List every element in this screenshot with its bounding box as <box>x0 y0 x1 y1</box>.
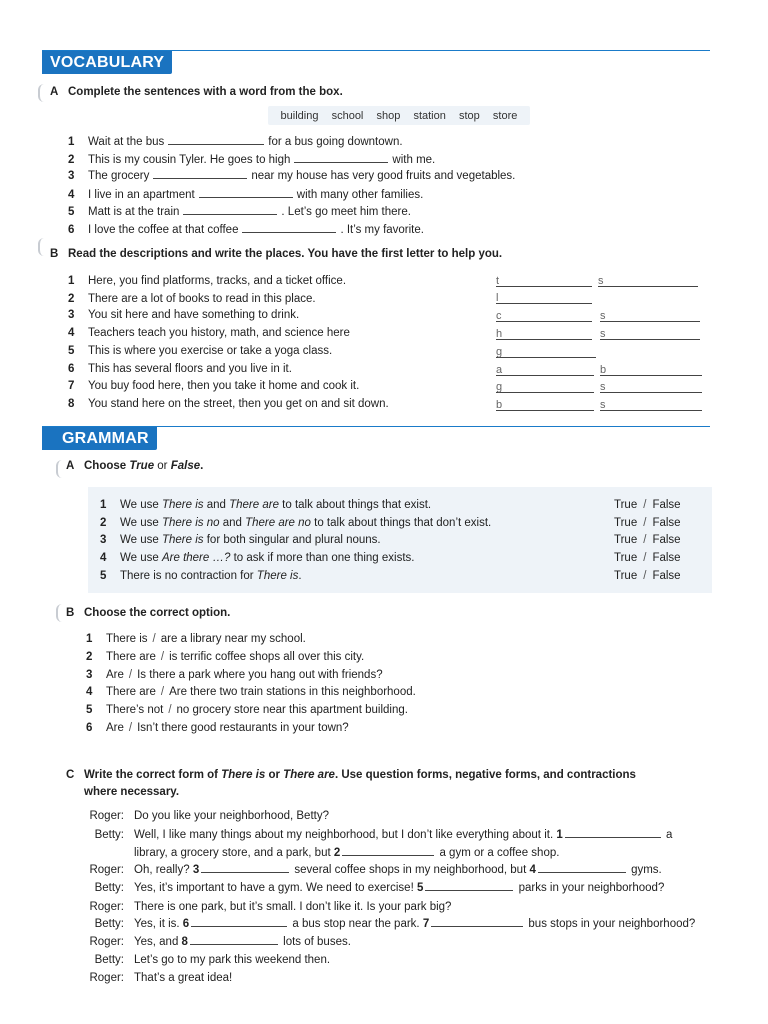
place-blank-2[interactable]: s <box>600 379 702 395</box>
statement-text: We use <box>120 552 162 564</box>
item-number: 2 <box>100 517 107 529</box>
statement-text: There is no <box>161 517 220 529</box>
dialogue-text <box>134 934 351 951</box>
true-false-statement <box>100 568 302 585</box>
vocab-a-item: 5 Matt is at the train . Let’s go meet him there. <box>68 206 411 218</box>
statement-text: to ask if more than one thing exists. <box>230 552 415 564</box>
answer-blank[interactable] <box>190 935 278 945</box>
answer-blank[interactable] <box>431 917 523 927</box>
speaker-name: Betty: <box>94 954 124 966</box>
place-blank-1[interactable]: g <box>496 379 594 395</box>
true-option[interactable]: True <box>614 534 638 546</box>
option-2[interactable]: no grocery store near this apartment building. <box>176 704 408 716</box>
word-box-item: building <box>280 109 319 122</box>
section-title: VOCABULARY <box>42 51 172 74</box>
statement-text: There are <box>229 499 279 511</box>
slash-separator: / <box>643 570 647 582</box>
option-1[interactable]: Are <box>106 722 124 734</box>
statement-text: We use <box>120 499 162 511</box>
speaker-name: Roger: <box>89 972 124 984</box>
answer-blank[interactable] <box>294 153 388 163</box>
dialogue-segment: Yes, it’s important to have a gym. We need to exercise! <box>134 882 417 894</box>
true-false-choice <box>614 568 681 585</box>
place-blank-2[interactable]: b <box>600 362 702 378</box>
true-option[interactable]: True <box>614 570 638 582</box>
answer-blank[interactable] <box>183 205 277 215</box>
dialogue-segment: Let’s go to my park this weekend then. <box>134 954 331 966</box>
bracket-marker <box>38 84 44 102</box>
false-option[interactable]: False <box>652 499 681 511</box>
statement-text: We use <box>120 534 162 546</box>
blank-number: 1 <box>556 829 563 841</box>
true-false-choice <box>614 497 681 514</box>
section-title: GRAMMAR <box>42 427 157 450</box>
blank-number: 6 <box>182 918 190 930</box>
dialogue-line <box>0 952 740 969</box>
false-option[interactable]: False <box>652 570 681 582</box>
dialogue-text <box>134 916 695 933</box>
speaker-name: Betty: <box>94 918 124 930</box>
true-false-statement <box>100 515 491 532</box>
slash-separator: / <box>643 552 647 564</box>
item-number: 4 <box>100 552 107 564</box>
slash-separator: / <box>643 517 647 529</box>
dialogue-segment: lots of buses. <box>279 936 351 948</box>
place-blank-1[interactable]: g <box>496 344 596 360</box>
dialogue-line <box>0 899 740 916</box>
dialogue-line <box>0 934 740 951</box>
word-box <box>268 106 530 125</box>
dialogue-segment: bus stops in your neighborhood? <box>525 918 696 930</box>
option-item: 4 There are / Are there two train stations in this neighborhood. <box>86 686 416 698</box>
statement-text: for both singular and plural nouns. <box>203 534 381 546</box>
place-blank-1[interactable]: a <box>496 362 594 378</box>
option-2[interactable]: Is there a park where you hang out with friends? <box>137 669 383 681</box>
option-item: 1 There is / are a library near my school. <box>86 633 306 645</box>
vocabulary-header <box>42 50 710 74</box>
statement-text: There is <box>161 499 204 511</box>
dialogue-text <box>134 952 330 969</box>
true-false-statement <box>100 550 415 567</box>
word-box-item: store <box>492 109 518 122</box>
vocab-b-item: 1 Here, you find platforms, tracks, and a ticket office. <box>68 275 347 287</box>
item-number: 5 <box>100 570 107 582</box>
answer-blank[interactable] <box>565 828 661 838</box>
statement-text: We use <box>120 517 162 529</box>
speaker-name: Betty: <box>94 882 124 894</box>
dialogue-segment: That’s a great idea! <box>134 972 233 984</box>
exercise-a-instruction: A Complete the sentences with a word from the box. <box>50 86 343 98</box>
false-option[interactable]: False <box>652 517 681 529</box>
vocab-a-item: 4 I live in an apartment with many other families. <box>68 189 424 201</box>
dialogue-text <box>134 880 664 897</box>
dialogue-segment: library, a grocery store, and a park, but <box>134 847 334 859</box>
slash-separator: / <box>643 499 647 511</box>
statement-text: . <box>298 570 302 582</box>
answer-blank[interactable] <box>199 188 293 198</box>
grammar-c-instruction: C Write the correct form of There is or There are. Use question forms, negative forms, and contractions where necessary. <box>66 769 636 798</box>
dialogue-line <box>0 827 740 844</box>
blank-number: 8 <box>181 936 188 948</box>
dialogue-segment: Well, I like many things about my neighborhood, but I don’t like everything about it. <box>134 829 557 841</box>
statement-text: There is <box>161 534 204 546</box>
dialogue-line <box>0 880 740 897</box>
bracket-marker <box>38 238 44 256</box>
item-number: 1 <box>100 499 107 511</box>
place-blank-2[interactable]: s <box>600 397 702 413</box>
word-box-item: school <box>331 109 364 122</box>
option-2[interactable]: Are there two train stations in this neighborhood. <box>169 686 416 698</box>
bracket-marker <box>56 460 62 478</box>
true-false-statement <box>100 497 431 514</box>
speaker-name: Roger: <box>89 901 124 913</box>
dialogue-line <box>0 916 740 933</box>
blank-number: 4 <box>529 864 536 876</box>
answer-blank[interactable] <box>342 846 434 856</box>
vocab-b-item: 6 This has several floors and you live in it. <box>68 363 292 375</box>
dialogue-segment: gyms. <box>627 864 662 876</box>
dialogue-segment: parks in your neighborhood? <box>515 882 665 894</box>
speaker-name: Betty: <box>94 829 124 841</box>
option-item: 3 Are / Is there a park where you hang out with friends? <box>86 669 383 681</box>
statement-text: to talk about things that don’t exist. <box>310 517 492 529</box>
speaker-name: Roger: <box>89 864 124 876</box>
vocab-b-item: 5 This is where you exercise or take a yoga class. <box>68 345 333 357</box>
vocab-a-item: 2 This is my cousin Tyler. He goes to high with me. <box>68 154 436 166</box>
option-1[interactable]: There are <box>106 686 156 698</box>
grammar-header <box>42 426 710 450</box>
dialogue-segment: Yes, it is. <box>134 918 183 930</box>
blank-number: 5 <box>416 882 424 894</box>
false-option[interactable]: False <box>652 534 681 546</box>
option-item: 6 Are / Isn’t there good restaurants in your town? <box>86 722 349 734</box>
statement-text: and <box>203 499 230 511</box>
dialogue-segment: a bus stop near the park. <box>289 918 423 930</box>
true-option[interactable]: True <box>614 517 638 529</box>
option-1[interactable]: There are <box>106 651 156 663</box>
bracket-marker <box>56 604 62 622</box>
answer-blank[interactable] <box>191 917 287 927</box>
true-false-choice <box>614 515 681 532</box>
speaker-name: Roger: <box>89 810 124 822</box>
dialogue-text <box>134 899 451 916</box>
true-option[interactable]: True <box>614 552 638 564</box>
dialogue-text <box>134 827 672 844</box>
item-number: 3 <box>100 534 107 546</box>
word-box-item: stop <box>458 109 480 122</box>
grammar-a-instruction: A Choose True or False. <box>66 460 204 472</box>
dialogue-text <box>134 845 559 862</box>
false-option[interactable]: False <box>652 552 681 564</box>
vocab-b-item: 2 There are a lot of books to read in this place. <box>68 293 316 305</box>
dialogue-text <box>134 970 232 987</box>
answer-blank[interactable] <box>538 863 626 873</box>
vocab-b-item: 3 You sit here and have something to drink. <box>68 309 300 321</box>
vocab-a-item: 1 Wait at the bus for a bus going downtown. <box>68 136 403 148</box>
word-box-item: shop <box>376 109 401 122</box>
true-false-choice <box>614 550 681 567</box>
grammar-b-instruction: B Choose the correct option. <box>66 607 231 619</box>
statement-text: Are there …? <box>161 552 231 564</box>
dialogue-text <box>134 808 329 825</box>
option-2[interactable]: is terrific coffee shops all over this city. <box>169 651 365 663</box>
statement-text: There is no contraction for <box>120 570 257 582</box>
place-blank-1[interactable]: b <box>496 397 594 413</box>
dialogue-segment: There is one park, but it’s small. I don’t like it. Is your park big? <box>134 901 452 913</box>
statement-text: There is <box>256 570 299 582</box>
exercise-b-instruction: B Read the descriptions and write the places. You have the first letter to help you. <box>50 248 503 260</box>
place-blank-1[interactable]: h <box>496 326 592 342</box>
dialogue-line <box>0 845 740 862</box>
true-false-choice <box>614 532 681 549</box>
option-item: 2 There are / is terrific coffee shops all over this city. <box>86 651 365 663</box>
option-1[interactable]: There’s not <box>106 704 164 716</box>
dialogue-segment: a <box>662 829 673 841</box>
blank-number: 2 <box>333 847 341 859</box>
answer-blank[interactable] <box>242 223 336 233</box>
option-item: 5 There’s not / no grocery store near this apartment building. <box>86 704 408 716</box>
answer-blank[interactable] <box>153 169 247 179</box>
vocab-a-item: 6 I love the coffee at that coffee . It’s my favorite. <box>68 224 424 236</box>
answer-blank[interactable] <box>201 863 289 873</box>
place-blank-1[interactable]: t <box>496 273 592 289</box>
dialogue-line <box>0 862 740 879</box>
dialogue-text <box>134 862 662 879</box>
vocab-b-item: 4 Teachers teach you history, math, and science here <box>68 327 350 339</box>
blank-number: 3 <box>192 864 200 876</box>
vocab-b-item: 8 You stand here on the street, then you get on and sit down. <box>68 398 389 410</box>
dialogue-segment: Oh, really? <box>134 864 193 876</box>
place-blank-1[interactable]: c <box>496 308 592 324</box>
place-blank-2[interactable]: s <box>598 273 698 289</box>
vocab-b-item: 7 You buy food here, then you take it home and cook it. <box>68 380 360 392</box>
true-false-statement <box>100 532 381 549</box>
blank-number: 7 <box>422 918 430 930</box>
dialogue-line <box>0 808 740 825</box>
place-blank-2[interactable]: s <box>600 326 700 342</box>
statement-text: and <box>219 517 246 529</box>
place-blank-2[interactable]: s <box>600 308 700 324</box>
statement-text: to talk about things that exist. <box>278 499 432 511</box>
dialogue-segment: several coffee shops in my neighborhood, but <box>291 864 530 876</box>
option-1[interactable]: Are <box>106 669 124 681</box>
vocab-a-item: 3 The grocery near my house has very good fruits and vegetables. <box>68 170 516 182</box>
word-box-item: station <box>413 109 446 122</box>
slash-separator: / <box>643 534 647 546</box>
place-blank-1[interactable]: l <box>496 290 592 306</box>
dialogue-segment: a gym or a coffee shop. <box>436 847 560 859</box>
answer-blank[interactable] <box>425 881 513 891</box>
dialogue-segment: Do you like your neighborhood, Betty? <box>134 810 329 822</box>
dialogue-segment: Yes, and <box>134 936 182 948</box>
statement-text: There are no <box>245 517 311 529</box>
answer-blank[interactable] <box>168 135 264 145</box>
dialogue-line <box>0 970 740 987</box>
option-2[interactable]: are a library near my school. <box>160 633 306 645</box>
true-option[interactable]: True <box>614 499 638 511</box>
option-2[interactable]: Isn’t there good restaurants in your town? <box>137 722 349 734</box>
speaker-name: Roger: <box>89 936 124 948</box>
option-1[interactable]: There is <box>106 633 148 645</box>
